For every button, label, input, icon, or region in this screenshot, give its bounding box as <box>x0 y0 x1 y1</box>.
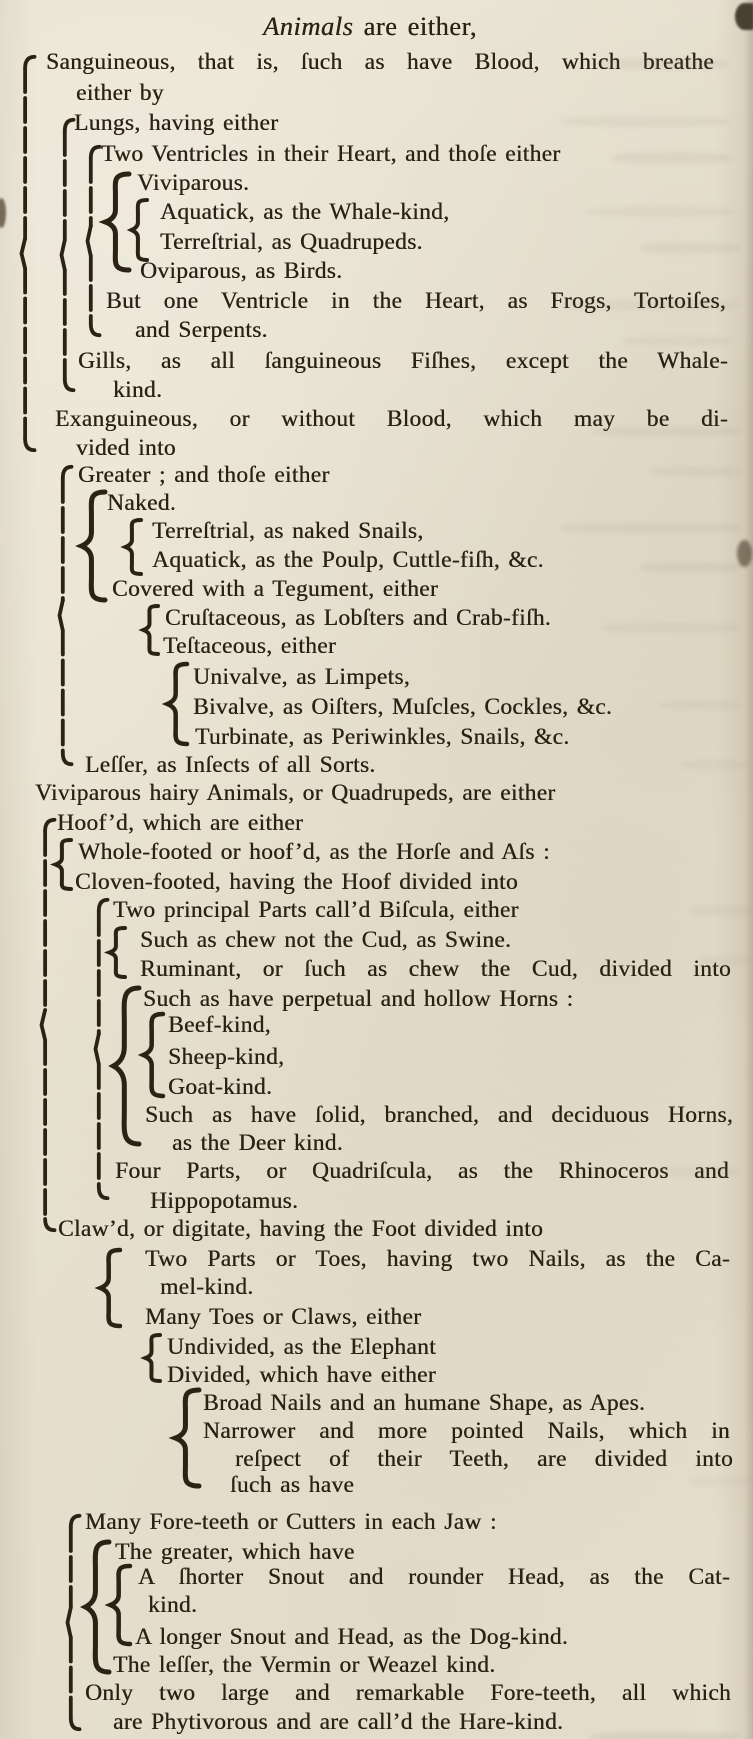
tree-line: Sheep-kind, <box>168 1044 285 1070</box>
curly-brace <box>142 604 159 656</box>
bleed-through-mark <box>640 562 740 573</box>
tree-line: Terreſtrial, as naked Snails, <box>152 518 424 544</box>
tree-line: Two Ventricles in their Heart, and thoſe either <box>101 141 561 167</box>
bleed-through-mark <box>690 1476 750 1486</box>
bracket-brace <box>66 1514 81 1731</box>
tree-line: Beef-kind, <box>168 1012 271 1038</box>
tree-line: Turbinate, as Periwinkles, Snails, &c. <box>195 724 570 750</box>
tree-line: mel-kind. <box>160 1274 254 1300</box>
tree-line: are Phytivorous and are call’d the Hare-kind. <box>113 1709 564 1735</box>
curly-brace <box>166 662 188 746</box>
bleed-through-mark <box>660 700 740 710</box>
tree-line: vided into <box>76 435 176 461</box>
bleed-through-mark <box>650 466 740 477</box>
ink-blot-right-edge <box>737 540 752 567</box>
bleed-through-mark <box>600 622 740 633</box>
bracket-brace <box>20 55 36 452</box>
tree-line: Only two large and remarkable Fore-teeth, all which <box>85 1680 731 1706</box>
curly-brace <box>112 986 140 1146</box>
tree-line: Four Parts, or Quadriſcula, as the Rhinoceros and <box>115 1158 729 1184</box>
tree-line: Sanguineous, that is, ſuch as have Blood, which breathe <box>46 49 714 75</box>
curly-brace <box>174 1388 200 1488</box>
tree-line: Viviparous hairy Animals, or Quadrupeds, are either <box>35 780 556 806</box>
page-title <box>263 12 477 41</box>
tree-line: Such as have ſolid, branched, and deciduous Horns, <box>145 1102 733 1128</box>
bracket-brace <box>58 465 73 766</box>
bleed-through-mark <box>640 242 740 254</box>
trimmed-brace-mark-left-edge <box>0 198 6 228</box>
tree-line: Ruminant, or ſuch as chew the Cud, divided into <box>140 956 731 982</box>
tree-line: Divided, which have either <box>167 1362 436 1388</box>
bleed-through-mark <box>560 522 740 534</box>
tree-line: Lungs, having either <box>74 110 279 136</box>
tree-line: Such as have perpetual and hollow Horns : <box>143 986 574 1012</box>
tree-line: Leſſer, as Inſects of all Sorts. <box>85 752 376 778</box>
bracket-brace <box>86 145 101 337</box>
bleed-through-mark <box>560 116 730 127</box>
tree-line: Goat-kind. <box>168 1074 273 1100</box>
tree-line: as the Deer kind. <box>172 1130 343 1156</box>
tree-line: reſpect of their Teeth, are divided into <box>235 1446 733 1472</box>
bleed-through-mark <box>690 905 752 916</box>
tree-line: But one Ventricle in the Heart, as Frogs, Tortoiſes, <box>106 288 726 314</box>
curly-brace <box>142 1012 164 1098</box>
tree-line: either by <box>76 80 164 106</box>
tree-line: Cruſtaceous, as Lobſters and Crab-fiſh. <box>165 605 551 631</box>
tree-line: Greater ; and thoſe either <box>78 462 330 488</box>
page-title-rest: are either, <box>353 11 477 41</box>
tree-line: Teſtaceous, either <box>163 633 336 659</box>
tree-line: Such as chew not the Cud, as Swine. <box>140 927 512 953</box>
tree-line: Oviparous, as Birds. <box>140 258 343 284</box>
tree-line: ſuch as have <box>230 1472 355 1498</box>
tree-line: The greater, which have <box>115 1539 355 1565</box>
curly-brace <box>130 198 148 262</box>
tree-line: Hoof’d, which are either <box>57 810 304 836</box>
tree-line: Many Fore-teeth or Cutters in each Jaw : <box>85 1509 497 1535</box>
page-edge-shading <box>744 0 753 1739</box>
tree-line: Gills, as all ſanguineous Fiſhes, except the Whale- <box>78 348 728 374</box>
bleed-through-mark <box>612 152 732 164</box>
tree-line: Exanguineous, or without Blood, which may be di- <box>55 406 728 432</box>
curly-brace <box>84 1540 110 1674</box>
tree-line: Aquatick, as the Poulp, Cuttle-fiſh, &c. <box>152 547 544 573</box>
tree-line: Covered with a Tegument, either <box>112 576 438 602</box>
tree-line: kind. <box>148 1592 198 1618</box>
curly-brace <box>104 172 130 272</box>
curly-brace <box>80 490 106 602</box>
tree-line: The leſſer, the Vermin or Weazel kind. <box>113 1652 496 1678</box>
tree-line: and Serpents. <box>135 317 268 343</box>
tree-line: Univalve, as Limpets, <box>193 664 410 690</box>
curly-brace <box>124 518 142 576</box>
tree-line: Many Toes or Claws, either <box>145 1304 422 1330</box>
bleed-through-mark <box>590 1732 740 1739</box>
page-title-italic: Animals <box>263 11 354 41</box>
tree-line: kind. <box>113 377 163 403</box>
tree-line: Narrower and more pointed Nails, which in <box>203 1418 730 1444</box>
tree-line: Cloven-footed, having the Hoof divided into <box>75 869 518 895</box>
ink-blot-top-right <box>735 3 753 30</box>
tree-line: A longer Snout and Head, as the Dog-kind. <box>135 1624 569 1650</box>
tree-line: Terreſtrial, as Quadrupeds. <box>160 229 423 255</box>
tree-line: Claw’d, or digitate, having the Foot divided into <box>58 1216 544 1242</box>
tree-line: Two principal Parts call’d Biſcula, either <box>113 897 519 923</box>
curly-brace <box>144 1333 161 1383</box>
bracket-brace <box>94 898 109 1200</box>
tree-line: A ſhorter Snout and rounder Head, as the Cat- <box>138 1564 730 1590</box>
tree-line: Bivalve, as Oiſters, Muſcles, Cockles, &c. <box>193 694 613 720</box>
tree-line: Two Parts or Toes, having two Nails, as the Ca- <box>145 1246 730 1272</box>
tree-line: Whole-footed or hoof’d, as the Horſe and Aſs : <box>78 839 550 865</box>
bracket-brace <box>60 118 75 392</box>
curly-brace <box>54 838 72 891</box>
bleed-through-mark <box>622 336 732 346</box>
curly-brace <box>109 1564 131 1646</box>
bleed-through-mark <box>585 206 735 217</box>
tree-line: Aquatick, as the Whale-kind, <box>160 199 450 225</box>
tree-line: Viviparous. <box>137 170 250 196</box>
curly-brace <box>99 1248 121 1328</box>
tree-line: Broad Nails and an humane Shape, as Apes. <box>203 1390 646 1416</box>
tree-line: Naked. <box>107 490 177 516</box>
tree-line: Hippopotamus. <box>150 1188 299 1214</box>
tree-line: Undivided, as the Elephant <box>167 1334 436 1360</box>
bleed-through-mark <box>680 760 750 770</box>
curly-brace <box>108 926 126 979</box>
